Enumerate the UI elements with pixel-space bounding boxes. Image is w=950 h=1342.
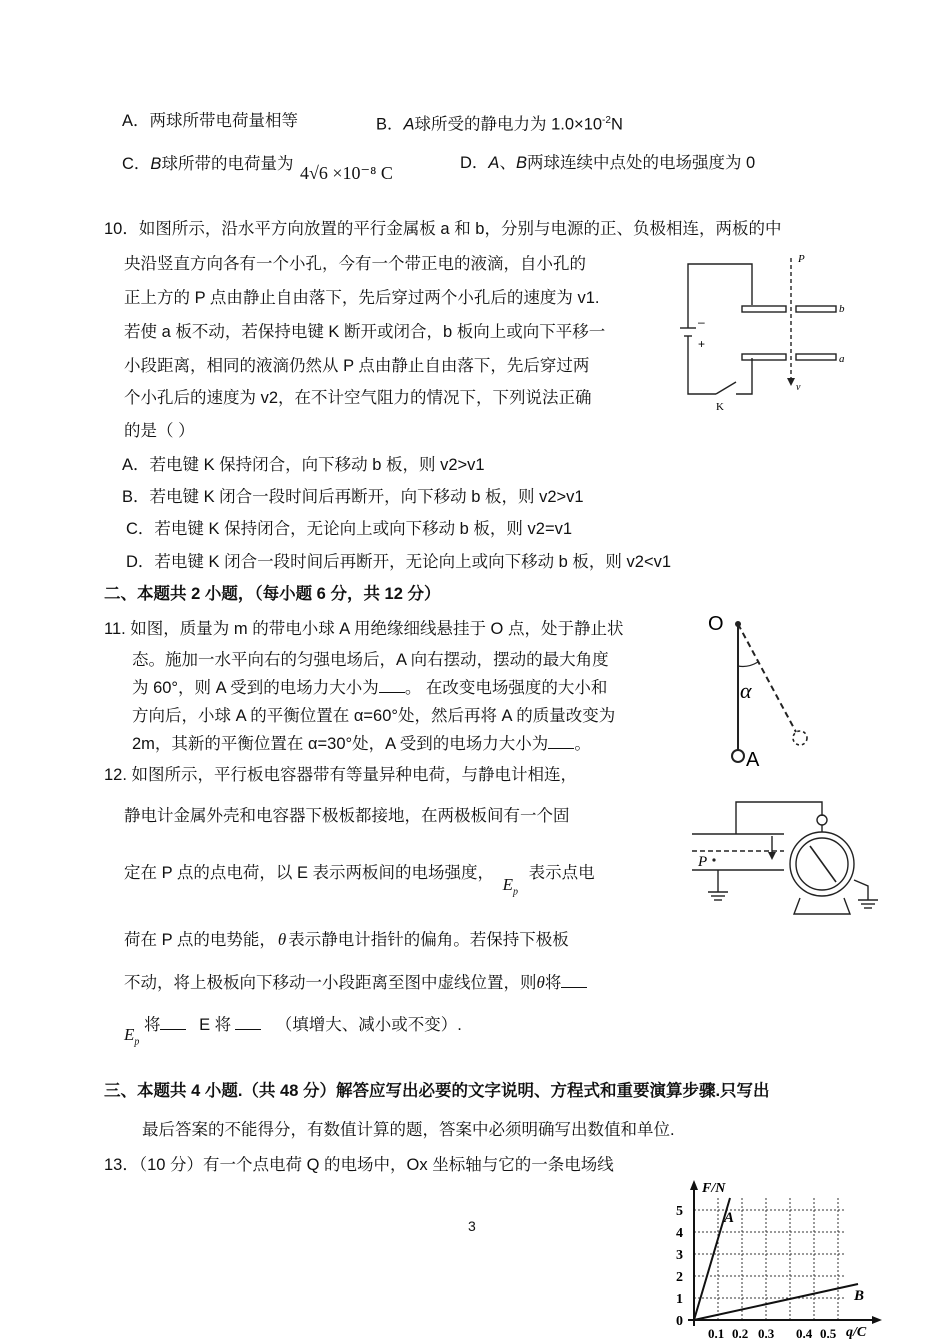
x-axis-arrow-icon <box>872 1316 882 1324</box>
q12-theta-symbol-2: θ <box>536 973 545 992</box>
q10-circuit-figure <box>676 250 856 420</box>
plate-b-left <box>742 306 786 312</box>
fig-label-plus: + <box>698 337 706 351</box>
q11-line-5: 2m，其新的平衡位置在 α=30°处，A 受到的电场力大小为 。 <box>132 735 591 753</box>
q12-ep-symbol-2: $E_p$ <box>124 1025 140 1048</box>
line-b <box>694 1284 858 1320</box>
q9-option-a: A．两球所带电荷量相等 <box>122 112 299 130</box>
q13-stem: 13．（10 分）有一个点电荷 Q 的电场中，Ox 坐标轴与它的一条电场线 <box>104 1156 614 1174</box>
q10-option-b: B．若电键 K 闭合一段时间后再断开，向下移动 b 板，则 v2>v1 <box>122 488 584 506</box>
q12-line-3: 定在 P 点的点电荷，以 E 表示两板间的电场强度， $E_p$ 表示点电 <box>124 864 595 898</box>
ball-displaced <box>793 731 807 745</box>
x-tick-0-5: 0.5 <box>820 1326 837 1341</box>
q11-answer-blank-2[interactable] <box>548 734 574 749</box>
q12-capacitor-figure <box>692 796 882 922</box>
section-3-heading-line-2: 最后答案的不能得分，有数值计算的题，答案中必须明确写出数值和单位. <box>142 1121 675 1139</box>
fig-label-a: a <box>839 353 845 365</box>
q11-line-2: 态。施加一水平向右的匀强电场后，A 向右摆动，摆动的最大角度 <box>132 651 609 669</box>
q9-charge-formula: 4√6 ×10⁻⁸ C <box>300 163 393 183</box>
y-axis-arrow-icon <box>690 1180 698 1190</box>
plate-a-right <box>796 354 836 360</box>
q10-stem-line-6: 个小孔后的速度为 v2，在不计空气阻力的情况下，下列说法正确 <box>124 389 592 407</box>
q10-stem-line-2: 央沿竖直方向各有一个小孔，今有一个带正电的液滴，自小孔的 <box>124 255 586 273</box>
x-tick-0-1: 0.1 <box>708 1326 725 1341</box>
q12-line-6: $E_p$ 将 E 将 （填增大、减小或不变）. <box>124 1016 462 1048</box>
ball-a <box>732 750 744 762</box>
plate-a-left <box>742 354 786 360</box>
q10-option-a: A．若电键 K 保持闭合，向下移动 b 板，则 v2>v1 <box>122 456 485 474</box>
q11-line-1: 11. 如图，质量为 m 的带电小球 A 用绝缘细线悬挂于 O 点，处于静止状 <box>104 620 624 638</box>
q9-option-c: C．B球所带的电荷量为 4√6 ×10⁻⁸ C <box>122 155 393 183</box>
x-tick-0-2: 0.2 <box>732 1326 749 1341</box>
y-tick-4: 4 <box>676 1226 683 1241</box>
q10-stem-line-1: 10．如图所示，沿水平方向放置的平行金属板 a 和 b，分别与电源的正、负极相连，两板的中 <box>104 220 782 238</box>
q10-stem-line-4: 若使 a 板不动，若保持电键 K 断开或闭合，b 板向上或向下平移一 <box>124 323 606 341</box>
q12-answer-blank-ep[interactable] <box>160 1015 186 1030</box>
electrometer-needle <box>810 846 836 882</box>
point-charge-dot <box>712 858 715 861</box>
line-a-label: A <box>724 1210 735 1226</box>
fig-label-p: P <box>798 253 805 265</box>
fig-label-p-point: P <box>698 854 708 870</box>
q12-line-1: 12. 如图所示，平行板电容器带有等量异种电荷，与静电计相连， <box>104 766 578 784</box>
x-tick-0-4: 0.4 <box>796 1326 813 1341</box>
graph-ylabel: F/N <box>702 1181 726 1196</box>
electrometer-knob <box>817 815 827 825</box>
line-b-label: B <box>854 1288 865 1304</box>
q10-stem-line-5: 小段距离，相同的液滴仍然从 P 点由静止自由落下，先后穿过两 <box>124 357 590 375</box>
electrometer-case-inner <box>796 838 848 890</box>
graph-xlabel: q/C <box>846 1325 867 1340</box>
q11-line-4: 方向后，小球 A 的平衡位置在 α=60°处，然后再将 A 的质量改变为 <box>132 707 616 725</box>
x-tick-0-3: 0.3 <box>758 1326 775 1341</box>
fig-label-alpha: α <box>740 678 752 703</box>
graph-grid <box>694 1198 844 1320</box>
q12-ep-symbol-1: $E_p$ <box>502 875 519 898</box>
q9-option-d: D．A、B两球连续中点处的电场强度为 0 <box>460 154 756 172</box>
switch-k <box>716 382 736 394</box>
fig-label-minus: – <box>698 315 705 329</box>
electrometer-base <box>794 898 850 914</box>
fig-label-k: K <box>716 401 724 413</box>
q10-option-c: C．若电键 K 保持闭合，无论向上或向下移动 b 板，则 v2=v1 <box>126 520 573 538</box>
q11-line-3: 为 60°，则 A 受到的电场力大小为 。 在改变电场强度的大小和 <box>132 679 608 697</box>
down-arrow-icon <box>768 852 776 860</box>
q10-stem-line-7: 的是（ ） <box>124 422 195 440</box>
q12-answer-blank-theta[interactable] <box>561 973 587 988</box>
q9-option-b: B．A球所受的静电力为 $1.0\times 10^{-2}N$ <box>376 115 623 134</box>
y-tick-0: 0 <box>676 1314 683 1329</box>
electrometer-wire-top <box>736 802 822 834</box>
q12-answer-blank-e[interactable] <box>235 1015 261 1030</box>
q10-stem-line-3: 正上方的 P 点由静止自由落下，先后穿过两个小孔后的速度为 v1. <box>124 289 600 307</box>
fig-label-v: v <box>796 382 801 393</box>
velocity-arrow-icon <box>787 378 795 386</box>
section-3-heading-line-1: 三、本题共 4 小题.（共 48 分）解答应写出必要的文字说明、方程式和重要演算步骤.只写出 <box>104 1082 770 1100</box>
y-tick-2: 2 <box>676 1270 683 1285</box>
y-tick-3: 3 <box>676 1248 683 1263</box>
electrometer-case-outer <box>790 832 854 896</box>
plate-b-right <box>796 306 836 312</box>
circuit-wire-bottom-right <box>736 358 752 394</box>
y-tick-1: 1 <box>676 1292 683 1307</box>
q12-line-2: 静电计金属外壳和电容器下极板都接地，在两极板间有一个固 <box>124 807 570 825</box>
fig-label-ball-a: A <box>746 749 760 771</box>
page-number: 3 <box>468 1218 476 1234</box>
q12-line-5: 不动，将上极板向下移动一小段距离至图中虚线位置，则θ将 <box>124 972 587 994</box>
q12-line-4: 荷在 P 点的电势能， θ 表示静电计指针的偏角。若保持下极板 <box>124 930 569 949</box>
fig-label-b: b <box>839 303 845 315</box>
angle-arc <box>738 662 758 667</box>
y-tick-5: 5 <box>676 1204 683 1219</box>
q13-force-charge-graph <box>668 1176 890 1342</box>
fig-label-o: O <box>708 613 724 635</box>
q12-theta-symbol-1: θ <box>277 930 287 949</box>
q11-answer-blank-1[interactable] <box>379 678 405 693</box>
section-2-heading: 二、本题共 2 小题，（每小题 6 分，共 12 分） <box>104 585 441 603</box>
q11-pendulum-figure <box>706 608 816 780</box>
q10-option-d: D．若电键 K 闭合一段时间后再断开，无论向上或向下移动 b 板，则 v2<v1 <box>126 553 672 571</box>
electrometer-ground-wire <box>854 880 868 900</box>
